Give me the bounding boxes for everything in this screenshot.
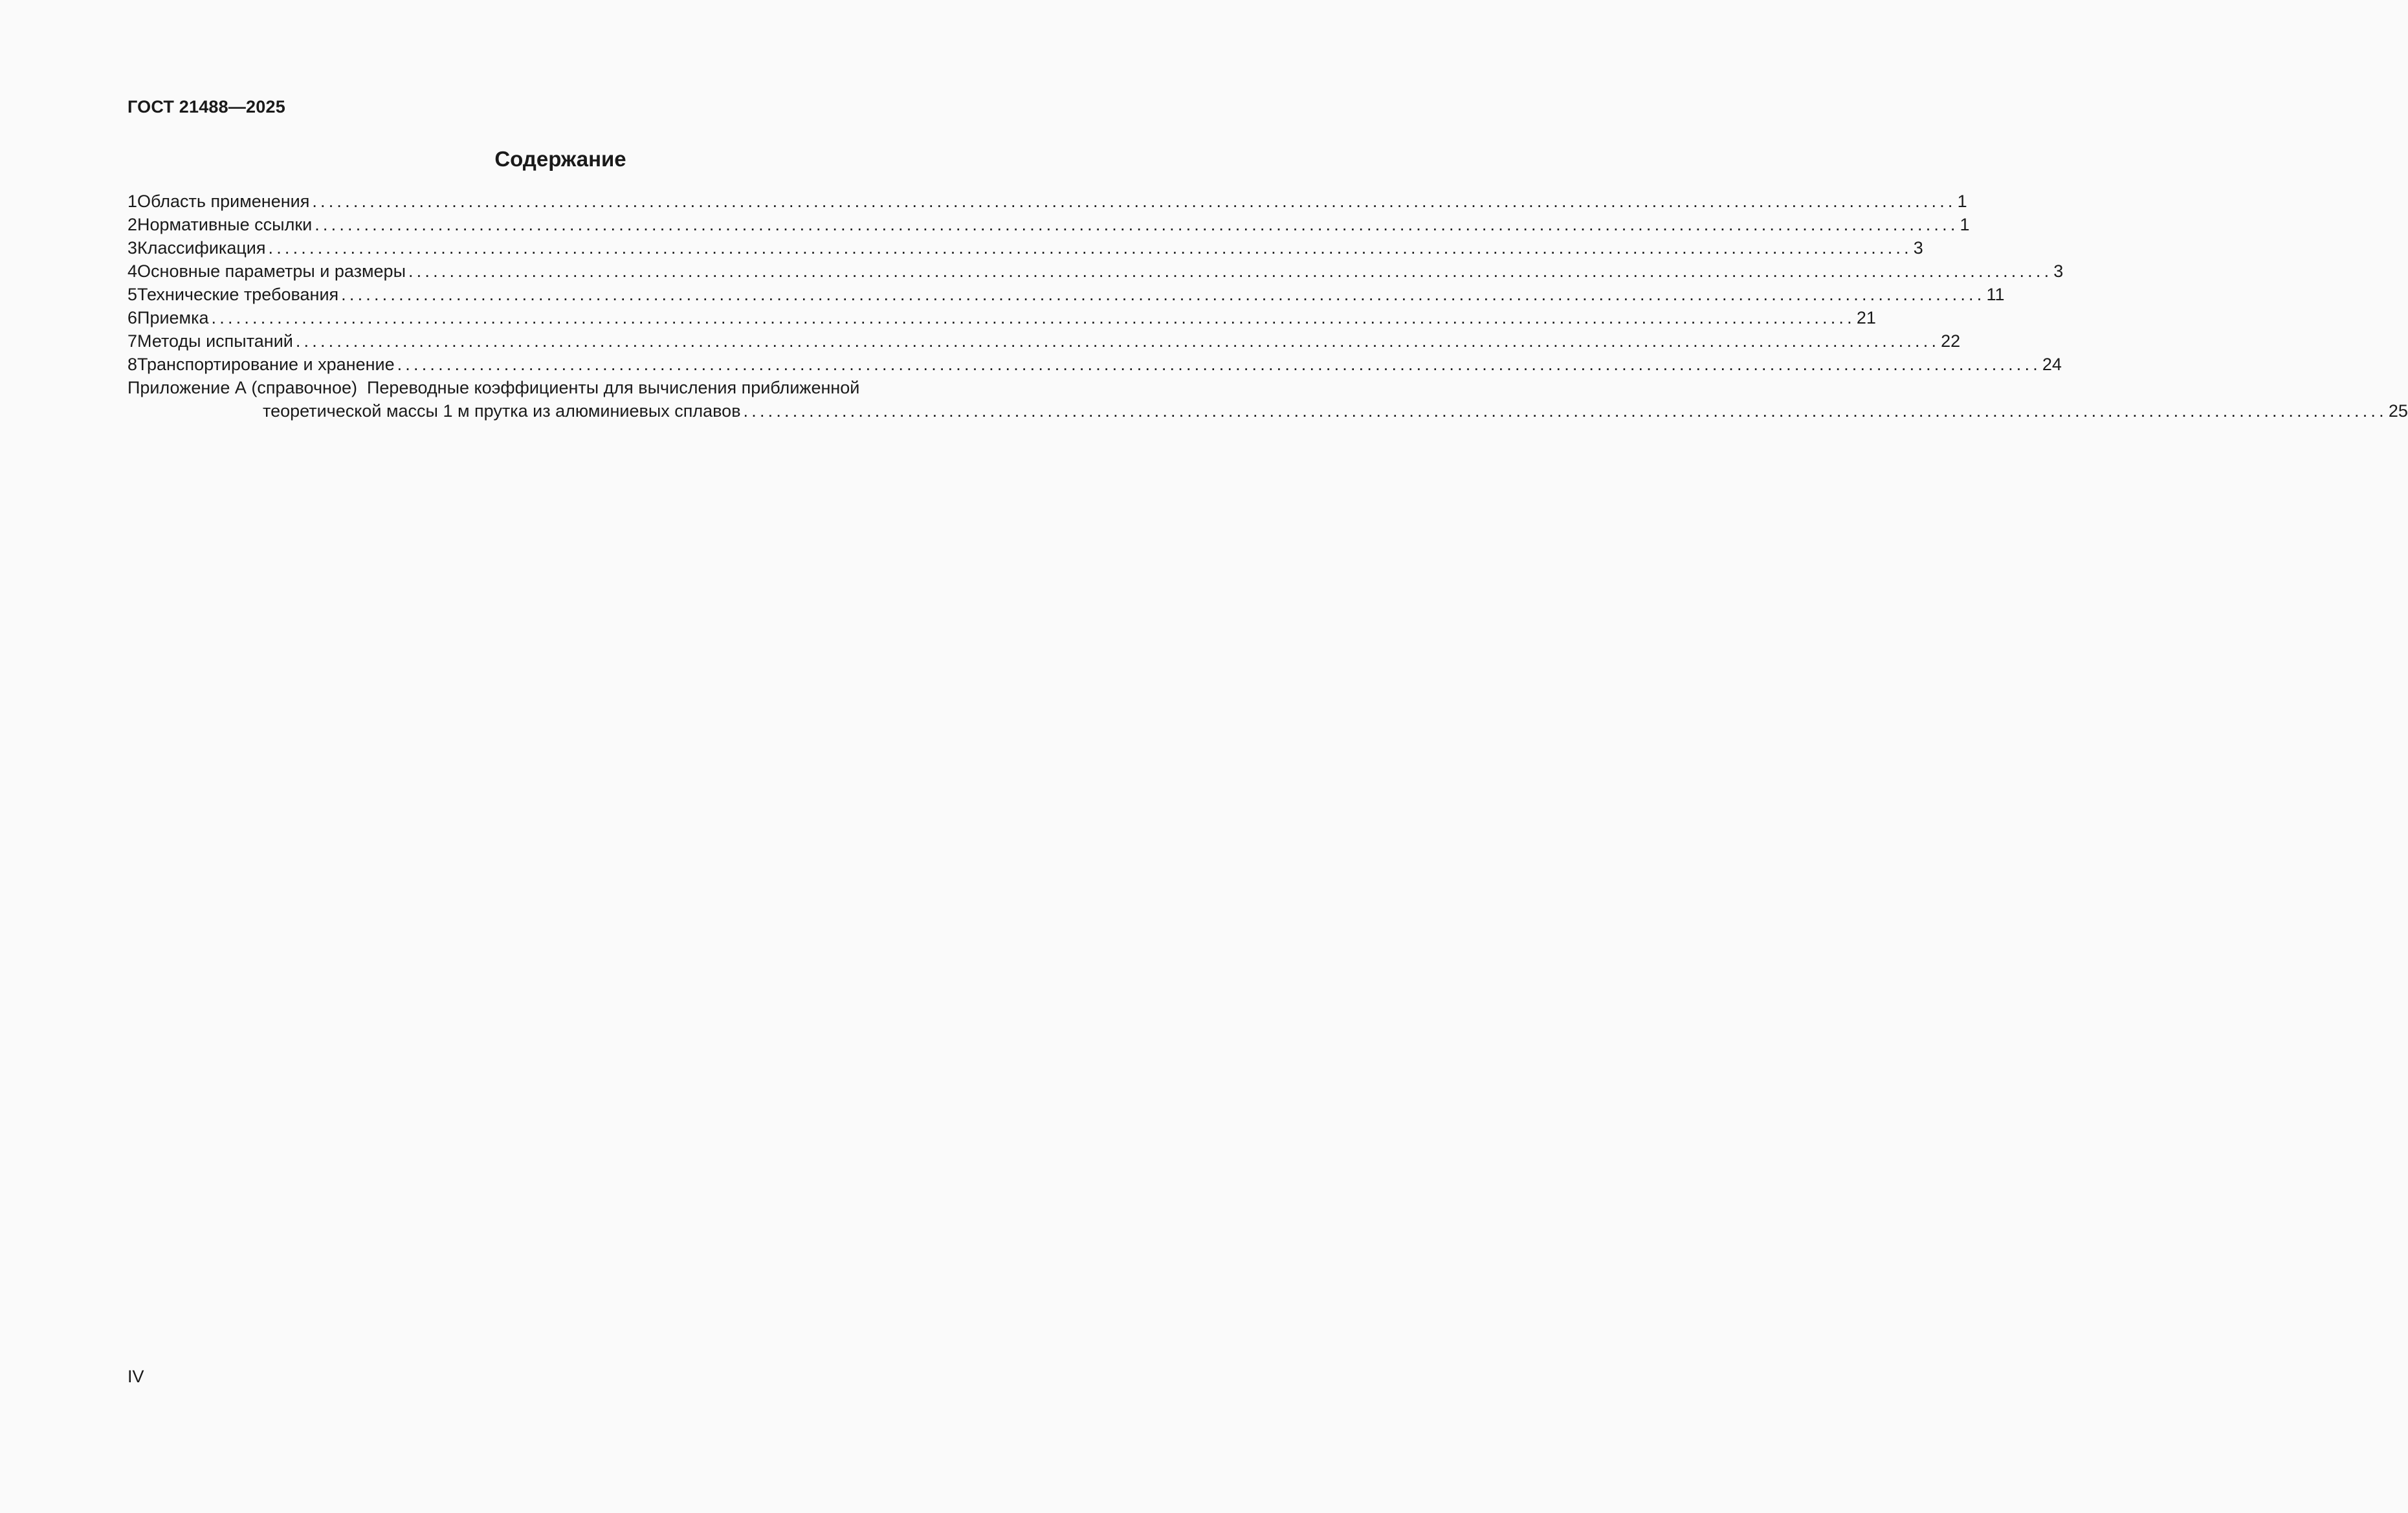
toc-entry-number: 7 [127,331,138,351]
toc-entry-7[interactable] [127,329,1961,353]
toc-entry-page: 3 [2053,261,2064,281]
toc-appendix-a-continuation[interactable] [127,399,2408,423]
toc-entry-3[interactable] [127,236,1923,260]
toc-entry-number: 1 [127,192,138,211]
toc-entry-number: 2 [127,215,138,234]
appendix-label: Приложение А (справочное) [127,378,357,397]
toc-entry-title: Основные параметры и размеры [137,261,406,281]
toc-entry-title: Область применения [137,192,310,211]
toc-entry-title: Приемка [137,308,209,327]
toc-entry-title: Классификация [137,238,266,258]
toc-entry-number: 8 [127,355,138,374]
toc-entry-title: Технические требования [137,285,339,304]
toc-entry-page: 3 [1913,238,1923,258]
toc-entry-page: 1 [1957,192,1967,211]
toc-leader-dots: ........................................................................................................................................................................................................ [211,308,1855,327]
toc-leader-dots: ........................................................................................................................................................................................................ [312,192,1956,211]
appendix-page: 25 [2388,401,2408,421]
toc-leader-dots: ........................................................................................................................................................................................................ [295,331,1940,351]
toc-entry-page: 24 [2042,355,2062,374]
toc-entry-number: 4 [127,261,138,281]
toc-entry-6[interactable] [127,306,1876,329]
toc-entry-title: Нормативные ссылки [137,215,313,234]
table-of-contents [127,190,2408,423]
toc-heading: Содержание [494,147,626,171]
appendix-title-line2: теоретической массы 1 м прутка из алюминиевых сплавов [263,401,741,421]
toc-entry-5[interactable] [127,283,2005,306]
toc-leader-dots: ........................................................................................................................................................................................................ [743,401,2387,421]
toc-leader-dots: ........................................................................................................................................................................................................ [341,285,1985,304]
document-code-header: ГОСТ 21488—2025 [127,97,285,116]
appendix-title-line1: Переводные коэффициенты для вычисления приближенной [367,378,860,397]
toc-entry-page: 1 [1960,215,1970,234]
toc-entry-page: 11 [1986,285,2005,304]
toc-entry-page: 22 [1941,331,1961,351]
toc-entry-2[interactable] [127,213,1970,236]
toc-leader-dots: ........................................................................................................................................................................................................ [408,261,2053,281]
toc-entry-8[interactable] [127,353,2062,376]
page-number: IV [127,1367,144,1386]
toc-entry-title: Транспортирование и хранение [137,355,395,374]
toc-leader-dots: ........................................................................................................................................................................................................ [397,355,2041,374]
toc-leader-dots: ........................................................................................................................................................................................................ [268,238,1912,258]
toc-entry-1[interactable] [127,190,1967,213]
toc-entry-page: 21 [1856,308,1876,327]
toc-entry-number: 3 [127,238,138,258]
toc-entry-title: Методы испытаний [137,331,293,351]
toc-entry-number: 5 [127,285,138,304]
toc-leader-dots: ........................................................................................................................................................................................................ [315,215,1959,234]
toc-entry-4[interactable] [127,260,2064,283]
toc-entry-number: 6 [127,308,138,327]
toc-appendix-a[interactable] [127,376,994,399]
